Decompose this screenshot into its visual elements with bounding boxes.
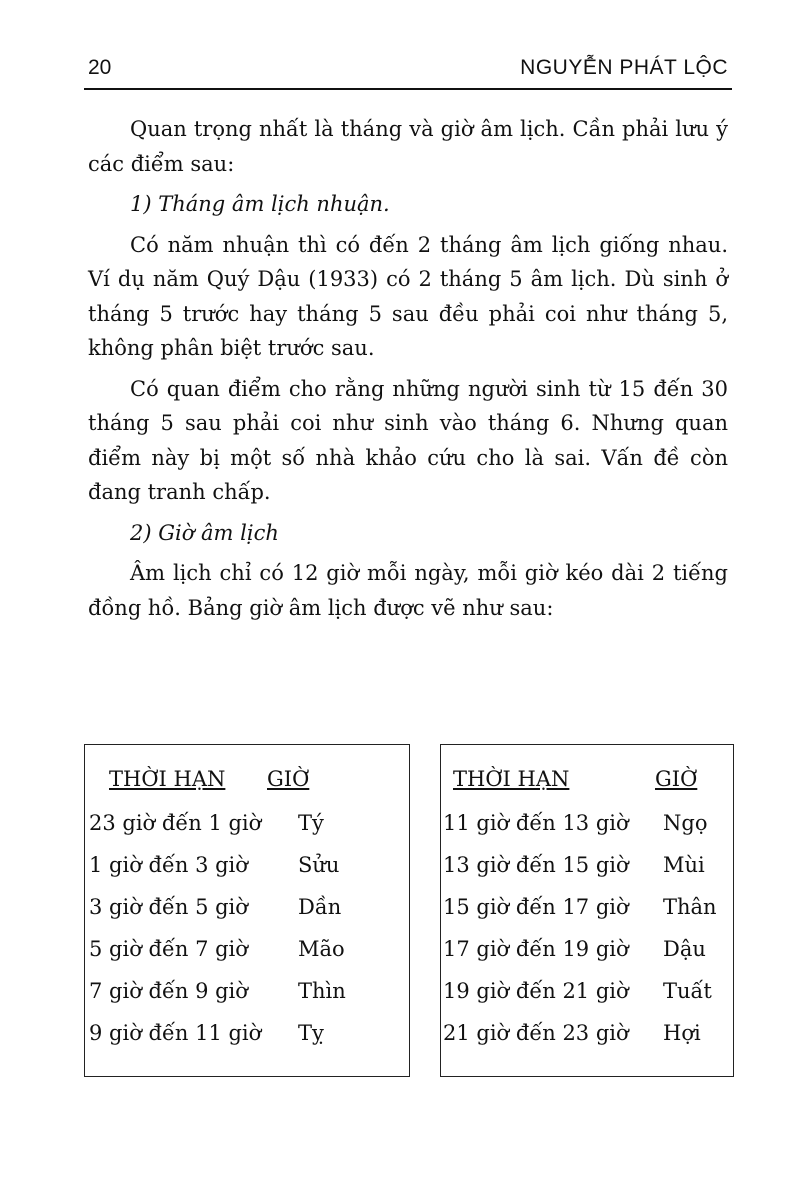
table-row (85, 853, 409, 895)
period-cell: 21 giờ đến 23 giờ (443, 1021, 629, 1045)
table-row (85, 811, 409, 853)
period-cell: 11 giờ đến 13 giờ (443, 811, 629, 835)
hour-cell: Sửu (298, 853, 340, 877)
running-head-author: NGUYỄN PHÁT LỘC (520, 56, 728, 79)
period-cell: 5 giờ đến 7 giờ (89, 937, 248, 961)
table-header-hour: GIỜ (655, 767, 698, 791)
period-cell: 3 giờ đến 5 giờ (89, 895, 248, 919)
hour-cell: Dậu (663, 937, 706, 961)
paragraph: Quan trọng nhất là tháng và giờ âm lịch. Cần phải lưu ý các điểm sau: (88, 117, 728, 176)
paragraph: Âm lịch chỉ có 12 giờ mỗi ngày, mỗi giờ kéo dài 2 tiếng đồng hồ. Bảng giờ âm lịch được vẽ như sau: (88, 561, 728, 620)
hour-cell: Tỵ (298, 1021, 324, 1045)
body-text (88, 112, 728, 631)
table-row (85, 1021, 409, 1063)
hour-cell: Thân (663, 895, 717, 919)
period-cell: 1 giờ đến 3 giờ (89, 853, 248, 877)
hour-cell: Mùi (663, 853, 705, 877)
table-row (441, 979, 733, 1021)
table-row (441, 811, 733, 853)
table-row (85, 979, 409, 1021)
paragraph: Có quan điểm cho rằng những người sinh từ 15 đến 30 tháng 5 sau phải coi như sinh vào tháng 6. Nhưng quan điểm này bị một số nhà khảo cứu cho là sai. Vấn đề còn đang tranh chấp. (88, 376, 728, 504)
hour-cell: Ngọ (663, 811, 708, 835)
table-row (441, 853, 733, 895)
page-number: 20 (88, 56, 112, 79)
hour-cell: Mão (298, 937, 345, 961)
lunar-hour-table-left (84, 744, 410, 1077)
period-cell: 19 giờ đến 21 giờ (443, 979, 629, 1003)
lunar-hour-table-right (440, 744, 734, 1077)
hour-cell: Thìn (298, 979, 346, 1003)
table-row (441, 937, 733, 979)
paragraph: Có năm nhuận thì có đến 2 tháng âm lịch giống nhau. Ví dụ năm Quý Dậu (1933) có 2 tháng 5 âm lịch. Dù sinh ở tháng 5 trước hay tháng 5 sau đều phải coi như tháng 5, không phân biệt trước sau. (88, 232, 728, 360)
table-row (85, 937, 409, 979)
period-cell: 15 giờ đến 17 giờ (443, 895, 629, 919)
page-header (84, 56, 732, 90)
table-header-hour: GIỜ (267, 767, 310, 791)
hour-cell: Hợi (663, 1021, 701, 1045)
table-row (441, 1021, 733, 1063)
table-row (85, 895, 409, 937)
section-heading-leap-month: 1) Tháng âm lịch nhuận. (130, 192, 390, 216)
period-cell: 13 giờ đến 15 giờ (443, 853, 629, 877)
table-header-period: THỜI HẠN (109, 767, 226, 791)
period-cell: 23 giờ đến 1 giờ (89, 811, 262, 835)
table-row (441, 895, 733, 937)
period-cell: 7 giờ đến 9 giờ (89, 979, 248, 1003)
hour-cell: Tuất (663, 979, 712, 1003)
period-cell: 17 giờ đến 19 giờ (443, 937, 629, 961)
section-heading-lunar-hours: 2) Giờ âm lịch (130, 520, 279, 545)
period-cell: 9 giờ đến 11 giờ (89, 1021, 262, 1045)
table-header-period: THỜI HẠN (453, 767, 570, 791)
hour-cell: Tý (298, 811, 324, 835)
hour-cell: Dần (298, 895, 342, 919)
